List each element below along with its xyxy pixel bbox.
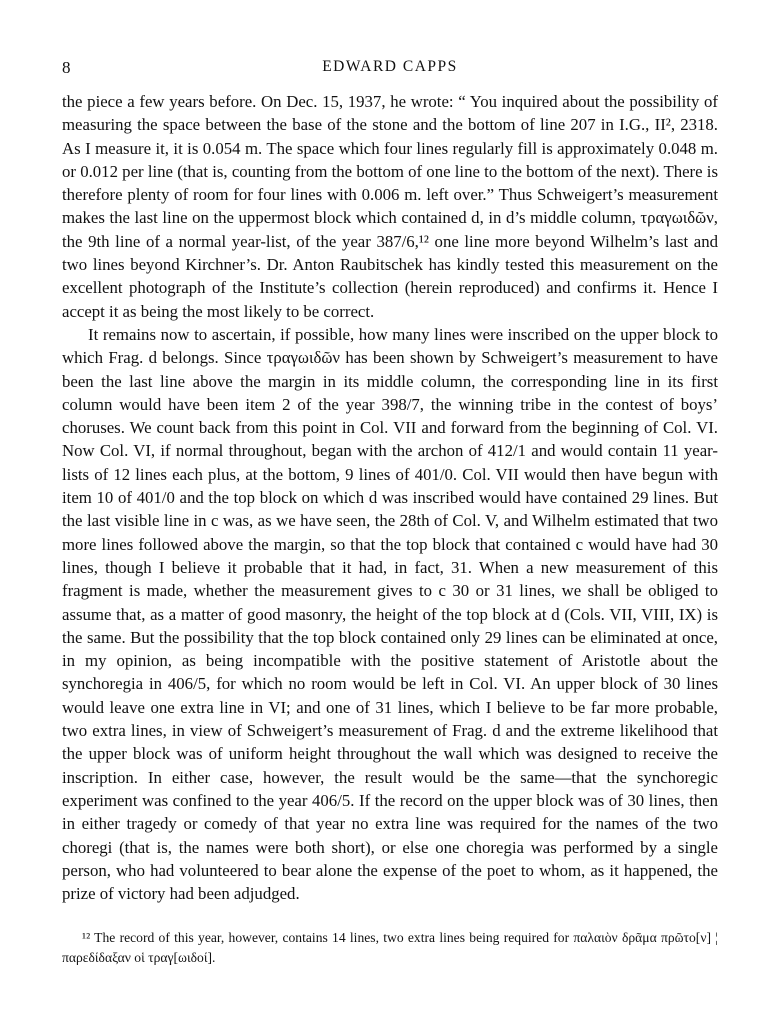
page-header [62, 58, 718, 80]
body-text [62, 90, 718, 905]
running-title: EDWARD CAPPS [322, 58, 458, 75]
paragraph-1: the piece a few years before. On Dec. 15, 1937, he wrote: “ You inquired about the possibility of measuring the space between the base of the stone and the bottom of line 207 in I.G., II², 2318. As I measure it, it is 0.054 m. The space which four lines regularly fill is approximately 0.048 m. or 0.012 per line (that is, counting from the bottom of one line to the bottom of the next). There is therefore plenty of room for four lines with 0.006 m. left over.” Thus Schweigert’s measurement makes the last line on the uppermost block which contained d, in d’s middle column, τραγωιδῶν, the 9th line of a normal year-list, of the year 387/6,¹² one line more beyond Wilhelm’s last and two lines beyond Kirchner’s. Dr. Anton Raubitschek has kindly tested this measurement on the excellent photograph of the Institute’s collection (herein reproduced) and confirms it. Hence I accept it as being the most likely to be correct. [62, 92, 718, 321]
paragraph-2: It remains now to ascertain, if possible, how many lines were inscribed on the upper block to which Frag. d belongs. Since τραγωιδῶν has been shown by Schweigert’s measurement to have been the last line above the margin in its middle column, the corresponding line in its first column would have been item 2 of the year 398/7, the winning tribe in the contest of boys’ choruses. We count back from this point in Col. VII and forward from the beginning of Col. VI. Now Col. VI, if normal throughout, began with the archon of 412/1 and would contain 11 year-lists of 12 lines each plus, at the bottom, 9 lines of 401/0. Col. VII would then have begun with item 10 of 401/0 and the top block on which d was inscribed would have contained 29 lines. But the last visible line in c was, as we have seen, the 28th of Col. V, and Wilhelm estimated that two more lines followed above the margin, so that the top block that contained c would have had 30 lines, though I believe it probable that it had, in fact, 31. When a new measurement of this fragment is made, whether the measurement gives to c 30 or 31 lines, we shall be obliged to assume that, as a matter of good masonry, the height of the top block at d (Cols. VII, VIII, IX) is the same. But the possibility that the top block contained only 29 lines can be eliminated at once, in my opinion, as being incompatible with the positive statement of Aristotle about the synchoregia in 406/5, for which no room would be left in Col. VI. An upper block of 30 lines would leave one extra line in VI; and one of 31 lines, which I believe to be far more probable, two extra lines, in view of Schweigert’s measurement of Frag. d and the extreme likelihood that the upper block was of uniform height throughout the wall which was designed to receive the inscription. In either case, however, the result would be the same—that the synchoregic experiment was confined to the year 406/5. If the record on the upper block was of 30 lines, then in either tragedy or comedy of that year no extra line was required for the names of the two choregi (that is, the names were both short), or else one choregia was performed by a single person, who had volunteered to bear alone the expense of the poet to whom, as it happened, the prize of victory had been adjudged. [62, 324, 718, 904]
page-number: 8 [62, 58, 71, 77]
footnote-12: ¹² The record of this year, however, contains 14 lines, two extra lines being required for παλαιὸν δρᾶμα πρῶτο[ν] ¦ παρεδίδαξαν οἱ τραγ[ωιδοί]. [62, 930, 718, 965]
